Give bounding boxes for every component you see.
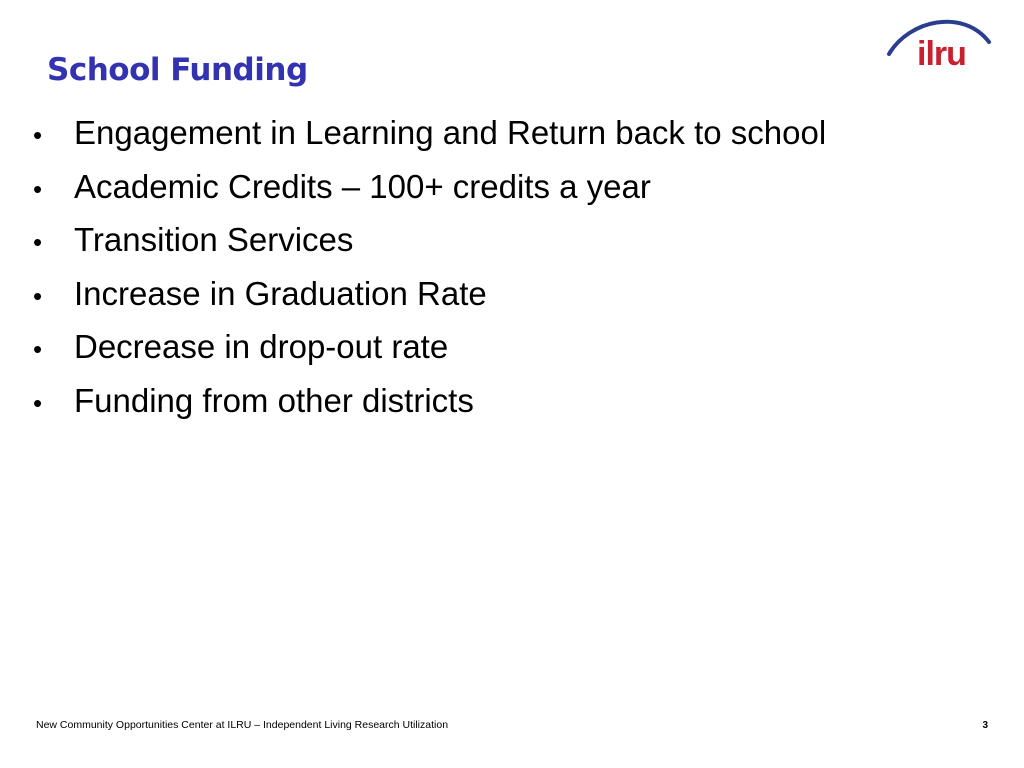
page-number: 3 [982,720,988,731]
bullet-icon: • [33,387,43,418]
bullet-icon: • [33,120,43,150]
bullet-text: Engagement in Learning and Return back to school [74,114,827,151]
bullet-item [33,382,993,436]
bullet-icon: • [33,227,43,257]
bullet-icon: • [33,334,43,364]
logo-wordmark: ilru [917,35,966,73]
bullet-text: Academic Credits – 100+ credits a year [74,167,651,205]
bullet-item [33,275,993,329]
bullet-item [33,168,993,222]
bullet-icon: • [33,280,43,311]
bullet-item [33,221,993,275]
bullet-text: Transition Services [74,221,354,258]
bullet-item [33,328,993,382]
bullet-list [33,114,993,435]
ilru-logo-icon [885,14,993,74]
bullet-item [33,114,993,168]
bullet-text: Decrease in drop-out rate [74,328,449,365]
bullet-text: Increase in Graduation Rate [74,274,487,312]
bullet-text: Funding from other districts [74,381,474,419]
bullet-icon: • [33,173,43,204]
footer-text: New Community Opportunities Center at ILRU – Independent Living Research Utilization [36,719,449,731]
slide-title: School Funding [47,52,308,88]
